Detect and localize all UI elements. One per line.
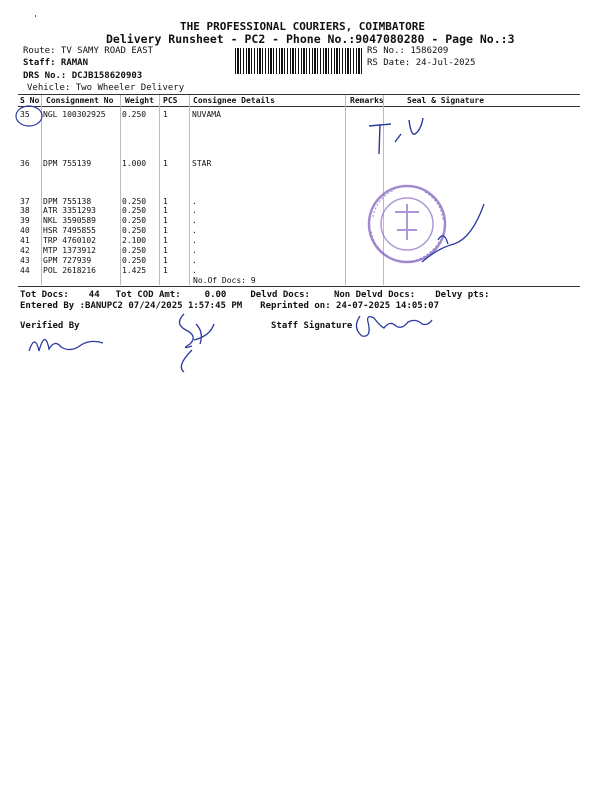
row-consignment: HSR 7495855 xyxy=(43,226,96,235)
row-consignee: . xyxy=(192,266,197,275)
row-pcs: 1 xyxy=(163,246,168,255)
row-consignment: DPM 755138 xyxy=(43,197,92,206)
row-sno: 43 xyxy=(20,256,30,265)
row-pcs: 1 xyxy=(163,159,168,168)
row-consignment: GPM 727939 xyxy=(43,256,92,265)
row-consignment: MTP 1373912 xyxy=(43,246,96,255)
verified-by-label: Verified By xyxy=(20,321,80,331)
row-sno: 37 xyxy=(20,197,30,206)
row-weight: 0.250 xyxy=(122,216,147,225)
staff-info: Staff: RAMAN xyxy=(23,58,89,68)
staff-signature-label: Staff Signature xyxy=(271,321,353,331)
row-consignment: DPM 755139 xyxy=(43,159,92,168)
row-weight: 0.250 xyxy=(122,256,147,265)
reprinted-on-text: Reprinted on: 24-07-2025 14:05:07 xyxy=(260,301,439,311)
row-weight: 1.425 xyxy=(122,266,147,275)
vehicle-info: Vehicle: Two Wheeler Delivery xyxy=(27,83,185,93)
col-consignment: Consignment No xyxy=(46,96,114,105)
col-seal-signature: Seal & Signature xyxy=(407,96,485,105)
row-weight: 2.100 xyxy=(122,236,147,245)
row-sno: 38 xyxy=(20,206,30,215)
row-consignment: ATR 3351293 xyxy=(43,206,96,215)
row-weight: 1.000 xyxy=(122,159,147,168)
totals-row xyxy=(20,290,489,300)
row-sno: 36 xyxy=(20,159,30,168)
row-consignee: . xyxy=(192,197,197,206)
route-info: Route: TV SAMY ROAD EAST xyxy=(23,46,154,56)
row-consignee: . xyxy=(192,236,197,245)
row-sno: 44 xyxy=(20,266,30,275)
row-consignment: TRP 4760102 xyxy=(43,236,96,245)
seal-signature-stroke xyxy=(418,200,498,270)
rs-date: RS Date: 24-Jul-2025 xyxy=(367,58,476,68)
handwritten-remark xyxy=(365,112,445,162)
row-pcs: 1 xyxy=(163,226,168,235)
no-of-docs: No.Of Docs: 9 xyxy=(193,276,256,285)
row-pcs: 1 xyxy=(163,206,168,215)
row-pcs: 1 xyxy=(163,236,168,245)
table-bottom-rule xyxy=(18,286,580,287)
entered-by-text: Entered By :BANUPC2 07/24/2025 1:57:45 PM xyxy=(20,301,243,311)
tot-docs-value: 44 xyxy=(88,290,100,300)
row-weight: 0.250 xyxy=(122,197,147,206)
staff-signature xyxy=(350,308,435,344)
row-weight: 0.250 xyxy=(122,206,147,215)
drs-number: DRS No.: DCJB158620903 xyxy=(23,71,143,81)
table-row xyxy=(20,159,580,170)
row-pcs: 1 xyxy=(163,256,168,265)
non-delvd-docs-label: Non Delvd Docs: xyxy=(333,290,416,300)
row-sno: 41 xyxy=(20,236,30,245)
runsheet-subtitle: Delivery Runsheet - PC2 - Phone No.:9047080280 - Page No.:3 xyxy=(106,32,515,46)
row-pcs: 1 xyxy=(163,266,168,275)
row-sno: 42 xyxy=(20,246,30,255)
col-sno: S No xyxy=(20,96,40,105)
handwritten-circle xyxy=(14,103,46,129)
verifier-signature xyxy=(25,325,110,360)
col-consignee: Consignee Details xyxy=(193,96,275,105)
row-consignee: STAR xyxy=(192,159,212,168)
table-top-rule xyxy=(18,94,580,95)
row-consignment: NKL 3590589 xyxy=(43,216,96,225)
row-consignee: . xyxy=(192,206,197,215)
row-consignment: POL 2618216 xyxy=(43,266,96,275)
company-title: THE PROFESSIONAL COURIERS, COIMBATORE xyxy=(180,20,426,33)
col-remarks: Remarks xyxy=(350,96,384,105)
row-sno: 35 xyxy=(20,110,30,119)
row-weight: 0.250 xyxy=(122,110,147,119)
middle-signature xyxy=(170,310,220,376)
row-consignee: . xyxy=(192,256,197,265)
row-weight: 0.250 xyxy=(122,226,147,235)
row-consignee: . xyxy=(192,226,197,235)
tot-docs-label: Tot Docs: xyxy=(20,290,69,300)
table-row xyxy=(20,110,580,121)
row-pcs: 1 xyxy=(163,216,168,225)
rs-number: RS No.: 1586209 xyxy=(367,46,449,56)
col-pcs: PCS xyxy=(163,96,178,105)
row-consignee: . xyxy=(192,246,197,255)
delvd-docs-label: Delvd Docs: xyxy=(250,290,310,300)
table-header-rule xyxy=(18,106,580,107)
row-weight: 0.250 xyxy=(122,246,147,255)
row-pcs: 1 xyxy=(163,110,168,119)
row-pcs: 1 xyxy=(163,197,168,206)
scan-mark: ' xyxy=(33,14,38,23)
delvy-pts-label: Delvy pts: xyxy=(435,290,490,300)
row-consignee: . xyxy=(192,216,197,225)
row-consignment: NGL 100302925 xyxy=(43,110,106,119)
row-consignee: NUVAMA xyxy=(192,110,221,119)
tot-cod-value: 0.00 xyxy=(204,290,227,300)
row-sno: 39 xyxy=(20,216,30,225)
barcode xyxy=(235,48,363,74)
tot-cod-label: Tot COD Amt: xyxy=(115,290,181,300)
col-weight: Weight xyxy=(125,96,154,105)
row-sno: 40 xyxy=(20,226,30,235)
